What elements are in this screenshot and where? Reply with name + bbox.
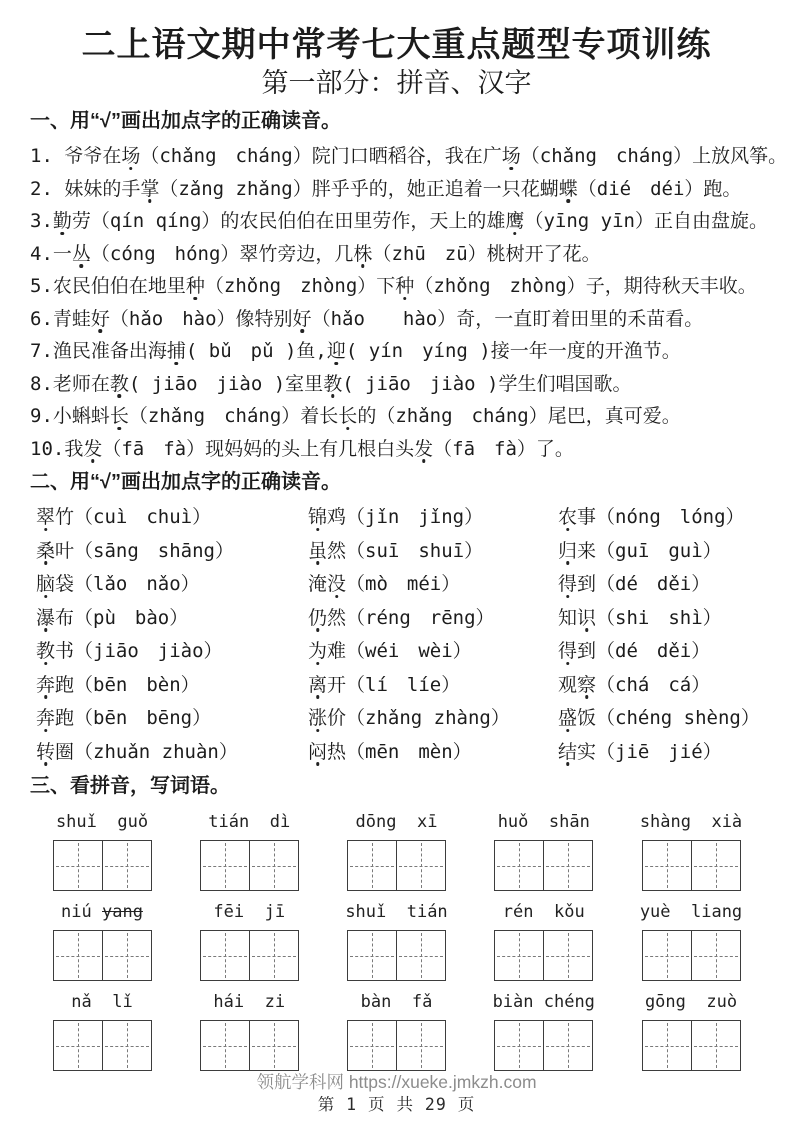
pinyin-grid-row [32,991,761,1071]
pinyin-label: shàng xià [639,812,743,832]
word-entry: 奔跑（bēn bèn） [36,673,200,696]
word-entry: 结实（jiē jié） [558,740,722,763]
writing-grid [53,840,152,891]
writing-grid [642,1020,741,1071]
word-entry: 虽然（suī shuī） [308,539,484,562]
pinyin-label: tián dì [208,812,291,832]
writing-grid [53,930,152,981]
word-entry: 涨价（zhǎng zhàng） [308,707,510,729]
page-number: 第 1 页 共 29 页 [317,1095,476,1114]
word-entry: 脑袋（lǎo nǎo） [36,573,200,595]
pinyin-word-block [327,811,467,891]
grid-cell [249,931,298,980]
grid-cell [249,841,298,890]
grid-cell [201,931,249,980]
section-three-heading: 三、看拼音，写词语。 [30,775,230,797]
writing-grid [642,840,741,891]
pinyin-label: shuǐ tián [345,902,448,922]
section-three [30,771,763,1071]
grid-cell [201,1021,249,1070]
writing-grid [347,930,446,981]
grid-cell [643,1021,691,1070]
grid-cell [495,1021,543,1070]
question-item: 2. 妹妹的手掌（zǎng zhǎng）胖乎乎的，她正追着一只花蝴蝶（dié déi）跑。 [30,177,742,200]
word-entry: 闷热（mēn mèn） [308,740,472,763]
word-entry: 观察（chá cá） [558,673,711,696]
pinyin-label: nǎ lǐ [71,992,133,1012]
grid-cell [201,841,249,890]
section-two-grid [30,501,763,769]
word-entry: 离开（lí líe） [308,673,461,696]
question-item: 5.农民伯伯在地里种（zhǒng zhòng）下种（zhǒng zhòng）子，期待秋天丰收。 [30,275,757,297]
pinyin-word-block [179,991,319,1071]
question-item: 3.勤劳（qín qíng）的农民伯伯在田里劳作，天上的雄鹰（yīng yīn）正自由盘旋。 [30,210,768,232]
page-subtitle: 第一部分：拼音、汉字 [261,68,532,99]
pinyin-grid-row [32,901,761,981]
word-entry: 教书（jiāo jiào） [36,640,223,662]
grid-cell [543,931,592,980]
pinyin-word-block [327,901,467,981]
word-entry: 为难（wéi wèi） [308,640,472,662]
section-two [30,467,763,769]
word-entry: 锦鸡（jǐn jǐng） [308,506,484,528]
grid-cell [691,841,740,890]
grid-cell [54,1021,102,1070]
section-two-heading: 二、用“√”画出加点字的正确读音。 [30,471,341,493]
page-title: 二上语文期中常考七大重点题型专项训练 [81,26,712,64]
writing-grid [200,930,299,981]
pinyin-label: fēi jī [213,902,286,922]
writing-grid [53,1020,152,1071]
writing-grid [347,840,446,891]
word-entry: 翠竹（cuì chuì） [36,506,212,528]
word-entry: 转圈（zhuǎn zhuàn） [36,740,238,763]
word-entry: 瀑布（pù bào） [36,606,189,629]
section-one-items [30,140,788,465]
pinyin-label: rén kǒu [502,902,585,922]
writing-grid [200,1020,299,1071]
grid-cell [348,841,396,890]
writing-grid [494,930,593,981]
pinyin-word-block [32,811,172,891]
grid-cell [495,931,543,980]
grid-cell [643,841,691,890]
word-entry: 得到（dé děi） [558,640,711,662]
pinyin-word-block [327,991,467,1071]
question-item: 6.青蛙好（hǎo hào）像特别好（hǎo hào）奇，一直盯着田里的禾苗看。 [30,307,704,330]
pinyin-label: yuè liang [639,902,743,922]
grid-cell [348,1021,396,1070]
watermark-text: 领航学科网 https://xueke.jmkzh.com [256,1072,537,1092]
word-entry: 仍然（réng rēng） [308,606,495,629]
question-item: 1. 爷爷在场（chǎng cháng）院门口晒稻谷，我在广场（chǎng cháng）上放风筝。 [30,145,788,167]
writing-grid [494,1020,593,1071]
word-entry: 农事（nóng lóng） [558,506,745,528]
grid-cell [249,1021,298,1070]
pinyin-word-block [621,991,761,1071]
pinyin-label: dōng xī [355,812,438,832]
grid-cell [396,931,445,980]
grid-cell [396,841,445,890]
pinyin-label: bàn fǎ [360,992,433,1012]
word-entry: 知识（shi shì） [558,606,722,629]
grid-cell [543,841,592,890]
word-entry: 盛饭（chéng shèng） [558,707,760,729]
grid-cell [348,931,396,980]
grid-cell [691,1021,740,1070]
section-three-rows [30,811,763,1071]
question-item: 8.老师在教( jiāo jiào )室里教( jiāo jiào )学生们唱国歌。 [30,372,632,395]
grid-cell [54,931,102,980]
page-footer [0,1071,793,1116]
section-one-heading: 一、用“√”画出加点字的正确读音。 [30,110,341,132]
word-entry: 归来（guī guì） [558,539,722,562]
grid-cell [543,1021,592,1070]
grid-cell [691,931,740,980]
pinyin-word-block [32,901,172,981]
pinyin-label: gōng zuò [644,992,738,1012]
pinyin-label: huǒ shān [497,812,590,832]
word-entry: 得到（dé děi） [558,573,711,595]
writing-grid [494,840,593,891]
grid-cell [102,931,151,980]
pinyin-word-block [474,901,614,981]
pinyin-label: biàn chéng [492,992,595,1012]
pinyin-word-block [621,901,761,981]
grid-cell [643,931,691,980]
grid-cell [54,841,102,890]
pinyin-label: niú yang [61,902,143,922]
pinyin-word-block [179,811,319,891]
pinyin-label: hái zi [213,992,286,1012]
pinyin-word-block [32,991,172,1071]
question-item: 7.渔民准备出海捕( bǔ pǔ )鱼,迎( yín yíng )接一年一度的开渔节。 [30,340,681,362]
writing-grid [200,840,299,891]
question-item: 4.一丛（cóng hóng）翠竹旁边，几株（zhū zū）桃树开了花。 [30,242,601,265]
word-entry: 桑叶（sāng shāng） [36,539,234,562]
pinyin-word-block [621,811,761,891]
pinyin-word-block [179,901,319,981]
writing-grid [347,1020,446,1071]
pinyin-word-block [474,991,614,1071]
pinyin-label: shuǐ guǒ [55,812,149,832]
pinyin-grid-row [32,811,761,891]
grid-cell [495,841,543,890]
grid-cell [102,1021,151,1070]
grid-cell [102,841,151,890]
section-one [30,106,788,465]
grid-cell [396,1021,445,1070]
word-entry: 淹没（mò méi） [308,573,461,595]
word-entry: 奔跑（bēn bēng） [36,707,212,729]
question-item: 9.小蝌蚪长（zhǎng cháng）着长长的（zhǎng cháng）尾巴，真可爱。 [30,405,681,427]
writing-grid [642,930,741,981]
pinyin-word-block [474,811,614,891]
question-item: 10.我发（fā fà）现妈妈的头上有几根白头发（fā fà）了。 [30,437,574,460]
